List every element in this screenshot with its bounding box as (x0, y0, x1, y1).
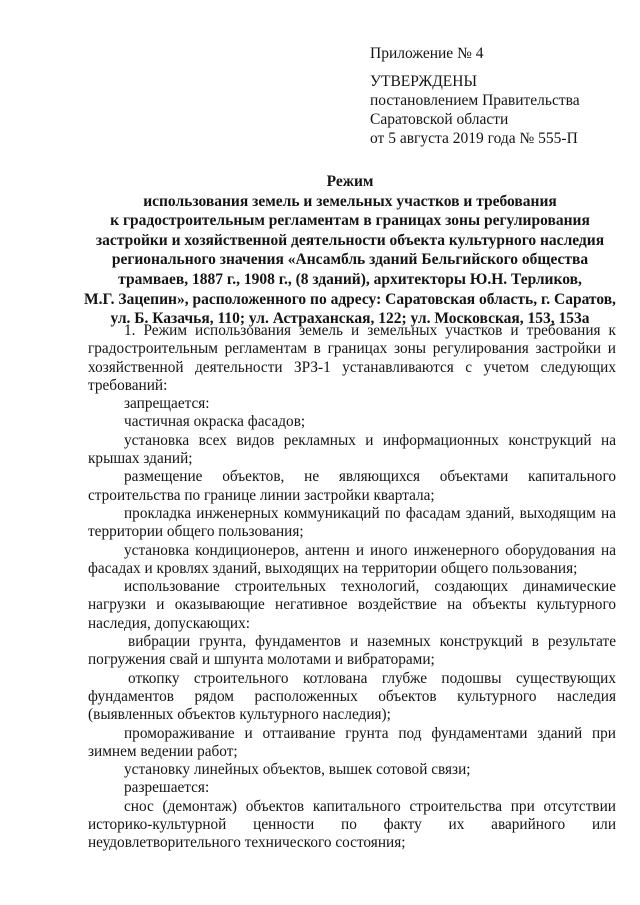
title-line: Режим (326, 173, 374, 190)
appendix-label: Приложение № 4 (370, 45, 484, 62)
paragraph: частичная окраска фасадов; (124, 413, 306, 431)
paragraph: установку линейных объектов, вышек сотовой связи; (124, 761, 471, 779)
document-title (80, 172, 620, 329)
paragraph: установка всех видов рекламных и информационных конструкций на крышах зданий; (88, 431, 616, 468)
title-line: застройки и хозяйственной деятельности объекта культурного наследия (95, 231, 605, 249)
title-line: к градостроительным регламентам в границах зоны регулирования (110, 212, 590, 230)
paragraph: откопку строительного котлована глубже подошвы существующих фундаментов рядом расположенных объектов культурного наследия (выявленных объектов культурного наследия); (88, 669, 616, 724)
paragraph: размещение объектов, не являющихся объектами капитального строительства по границе линии застройки квартала; (88, 468, 616, 504)
approved-label: УТВЕРЖДЕНЫ (370, 73, 477, 90)
decree-line: Саратовской области (370, 111, 509, 128)
decree-line: постановлением Правительства (370, 92, 580, 109)
paragraph: снос (демонтаж) объектов капитального строительства при отсутствии историко-культурной ценности по факту их аварийного или неудовлетворительного технического состояния; (88, 797, 616, 852)
paragraph: промораживание и оттаивание грунта под фундаментами зданий при зимнем ведении работ; (88, 724, 616, 760)
title-line: использования земель и земельных участков и требования (143, 192, 557, 210)
title-line: трамваев, 1887 г., 1908 г., (8 зданий), архитекторы Ю.Н. Терликов, (118, 270, 582, 288)
paragraph: установка кондиционеров, антенн и иного инженерного оборудования на фасадах и кровлях зданий, выходящих на территории общего пользования; (88, 541, 616, 577)
paragraph: 1. Режим использования земель и земельных участков и требования к градостроительным регламентам в границах зоны регулирования застройки и хозяйственной деятельности ЗРЗ-1 устанавливаются с учетом следующих требований: (88, 322, 616, 394)
paragraph: использование строительных технологий, создающих динамические нагрузки и оказывающие негативное воздействие на объекты культурного наследия, допускающих: (88, 578, 616, 632)
title-line: М.Г. Зацепин», расположенного по адресу: Саратовская область, г. Саратов, (84, 290, 616, 308)
paragraph: вибрации грунта, фундаментов и наземных конструкций в результате погружения свай и шпунта молотами и вибраторами; (88, 633, 616, 669)
title-line: регионального значения «Ансамбль зданий Бельгийского общества (111, 251, 589, 269)
title-line: ул. Б. Казачья, 110; ул. Астраханская, 122; ул. Московская, 153, 153а (110, 310, 590, 328)
paragraph: разрешается: (124, 779, 210, 797)
paragraph: прокладка инженерных коммуникаций по фасадам зданий, выходящим на территории общего пользования; (88, 504, 616, 541)
paragraph: запрещается: (124, 395, 210, 413)
document-body (88, 322, 616, 853)
decree-line: от 5 августа 2019 года № 555-П (370, 130, 578, 147)
